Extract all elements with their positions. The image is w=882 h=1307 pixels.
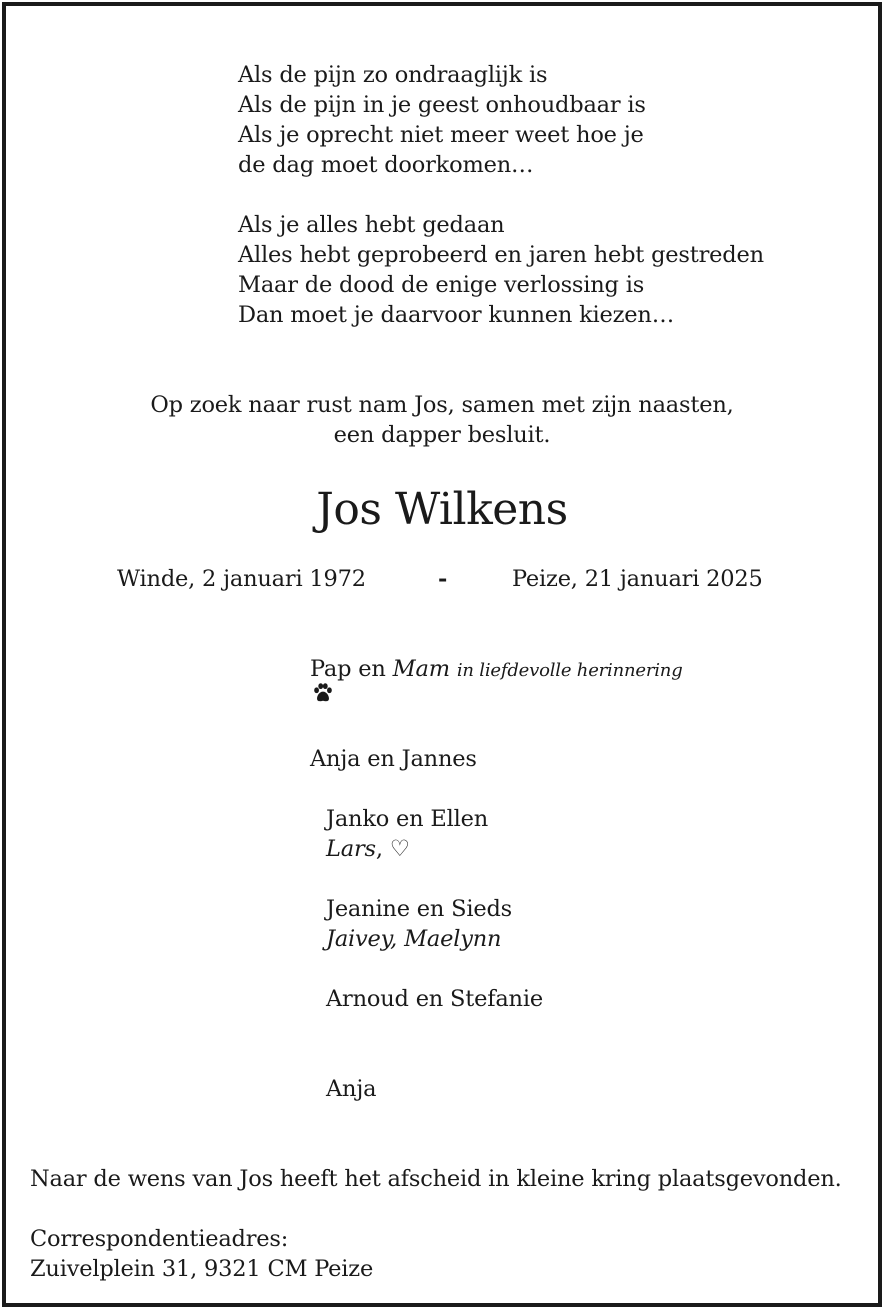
intro-line: Op zoek naar rust nam Jos, samen met zijn naasten, xyxy=(150,392,734,418)
poem-line: Als je oprecht niet meer weet hoe je xyxy=(238,122,644,148)
couple-2: Jeanine en Sieds xyxy=(326,896,513,922)
address-label: Correspondentieadres: xyxy=(30,1226,289,1252)
partner: Anja xyxy=(326,1076,377,1102)
poem-line: Dan moet je daarvoor kunnen kiezen… xyxy=(238,302,675,328)
farewell-note: Naar de wens van Jos heeft het afscheid in kleine kring plaatsgevonden. xyxy=(30,1166,842,1192)
sibling: Anja en Jannes xyxy=(310,746,477,772)
paw-icon xyxy=(312,682,334,704)
parents-prefix: Pap en xyxy=(310,656,393,682)
obituary-card xyxy=(2,2,882,1307)
address: Zuivelplein 31, 9321 CM Peize xyxy=(30,1256,374,1282)
deceased-name: Jos Wilkens xyxy=(316,484,568,535)
poem-line: Als de pijn in je geest onhoudbaar is xyxy=(238,92,646,118)
parents-memory: in liefdevolle herinnering xyxy=(456,660,683,681)
birth-place-date: Winde, 2 januari 1972 xyxy=(117,566,366,592)
parents-line xyxy=(310,654,683,686)
death-place-date: Peize, 21 januari 2025 xyxy=(512,566,763,592)
parents-mam: Mam xyxy=(392,656,450,682)
children-names: Lars xyxy=(326,836,376,862)
couple-1: Janko en Ellen xyxy=(326,806,489,832)
couple-3: Arnoud en Stefanie xyxy=(326,986,543,1012)
poem-line: de dag moet doorkomen… xyxy=(238,152,534,178)
date-separator: - xyxy=(438,566,448,592)
intro-line: een dapper besluit. xyxy=(333,422,551,448)
poem-line: Maar de dood de enige verlossing is xyxy=(238,272,645,298)
children-suffix: , ♡ xyxy=(375,836,410,862)
couple-1-children xyxy=(326,834,410,864)
couple-2-children: Jaivey, Maelynn xyxy=(326,926,502,952)
poem-line: Als de pijn zo ondraaglijk is xyxy=(238,62,548,88)
poem-line: Alles hebt geprobeerd en jaren hebt gestreden xyxy=(238,242,764,268)
poem-line: Als je alles hebt gedaan xyxy=(238,212,505,238)
